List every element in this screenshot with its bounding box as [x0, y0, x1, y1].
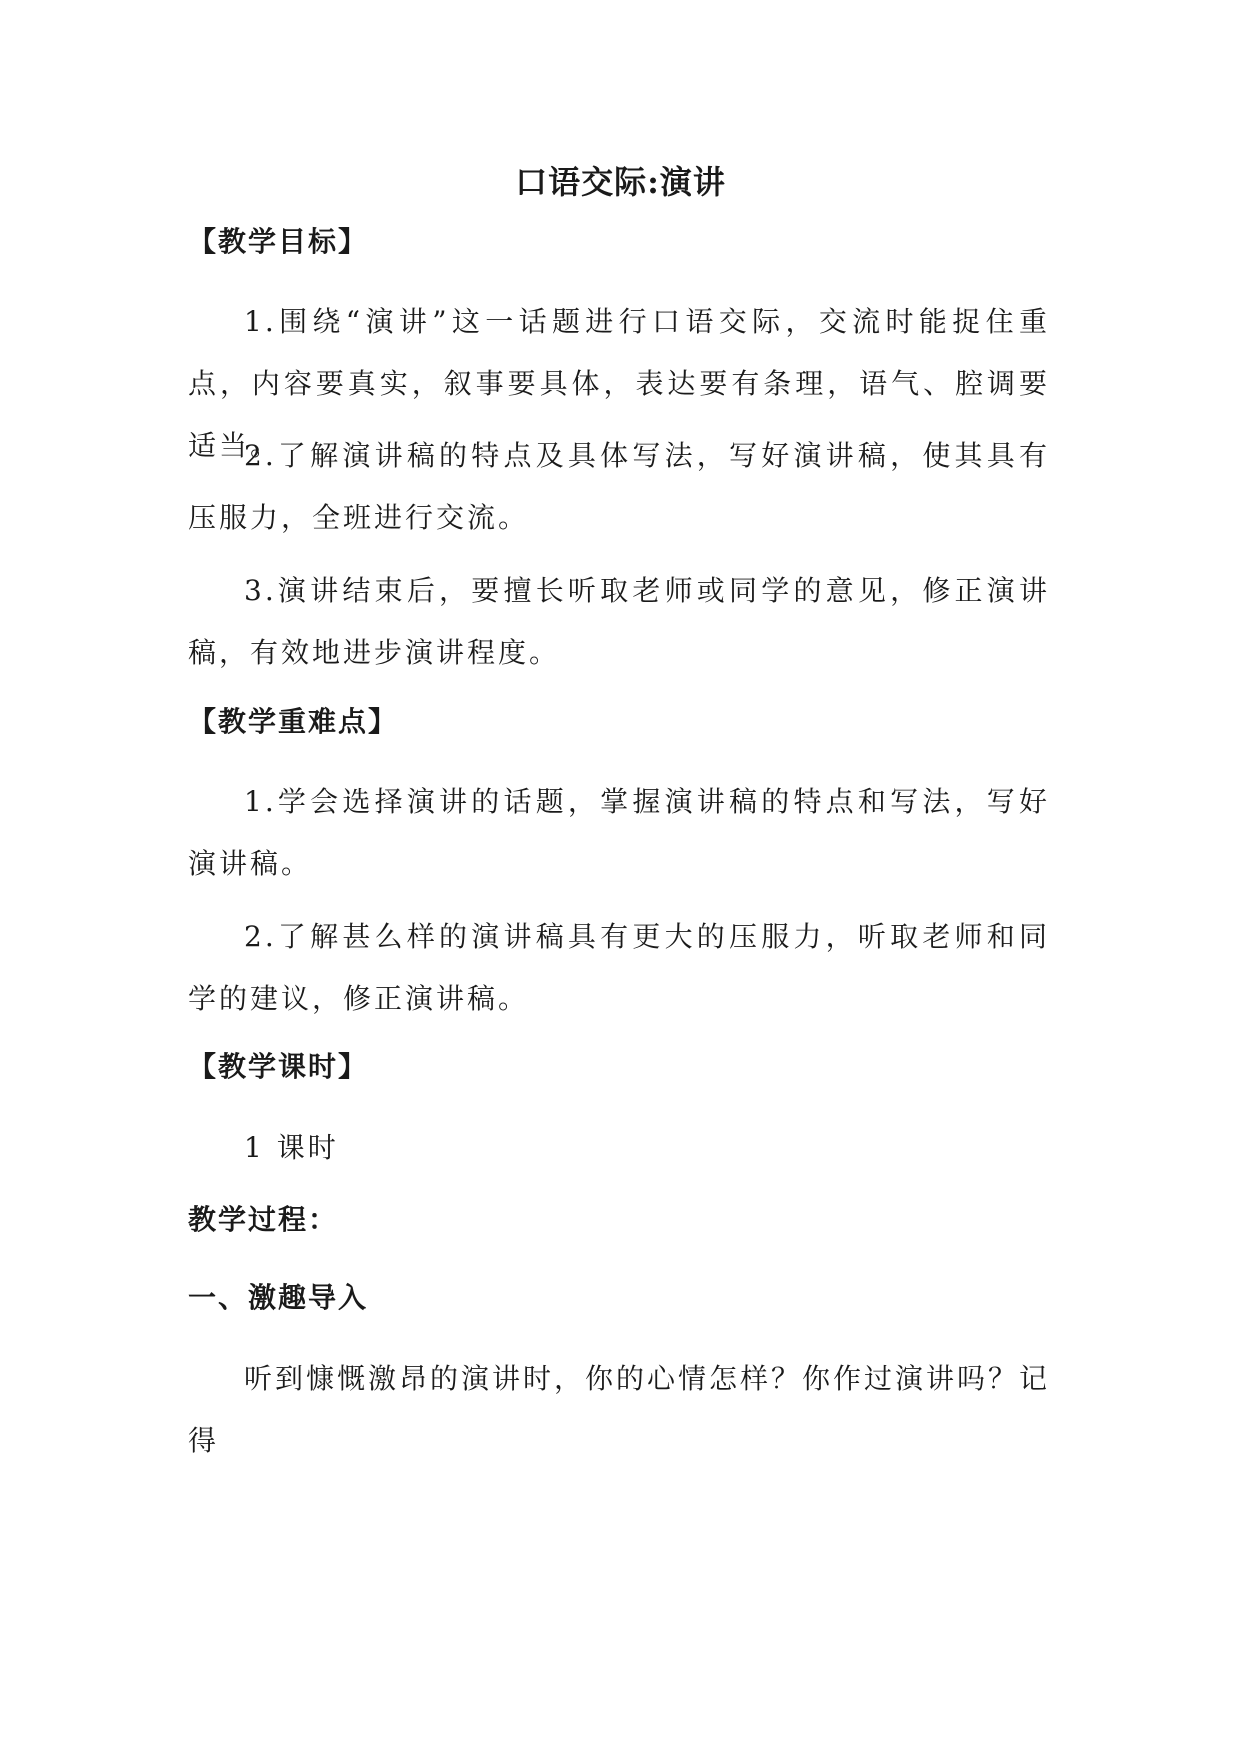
objective-item-3: 3.演讲结束后，要擅长听取老师或同学的意见，修正演讲稿，有效地进步演讲程度。: [188, 574, 1050, 669]
section-heading-hours: 【教学课时】: [188, 1050, 369, 1083]
objective-item-1: 1.围绕“演讲”这一话题进行口语交际，交流时能捉住重点，内容要真实，叙事要具体，表达要有条理，语气、腔调要适当。: [188, 305, 1050, 462]
section-heading-objectives: 【教学目标】: [188, 225, 369, 258]
page-title: 口语交际:演讲: [515, 163, 726, 201]
process-heading: 教学过程：: [188, 1203, 339, 1236]
process-step1-heading: 一、激趣导入: [188, 1281, 369, 1314]
key-point-item-1: 1.学会选择演讲的话题，掌握演讲稿的特点和写法，写好演讲稿。: [188, 785, 1050, 880]
process-step1-text: 听到慷慨激昂的演讲时，你的心情怎样？你作过演讲吗？记得: [188, 1362, 1051, 1457]
section-heading-key-points: 【教学重难点】: [188, 705, 399, 738]
hours-text: 1 课时: [244, 1131, 339, 1164]
objective-item-2: 2.了解演讲稿的特点及具体写法，写好演讲稿，使其具有压服力，全班进行交流。: [188, 439, 1050, 534]
key-point-item-2: 2.了解甚么样的演讲稿具有更大的压服力，听取老师和同学的建议，修正演讲稿。: [188, 920, 1050, 1015]
